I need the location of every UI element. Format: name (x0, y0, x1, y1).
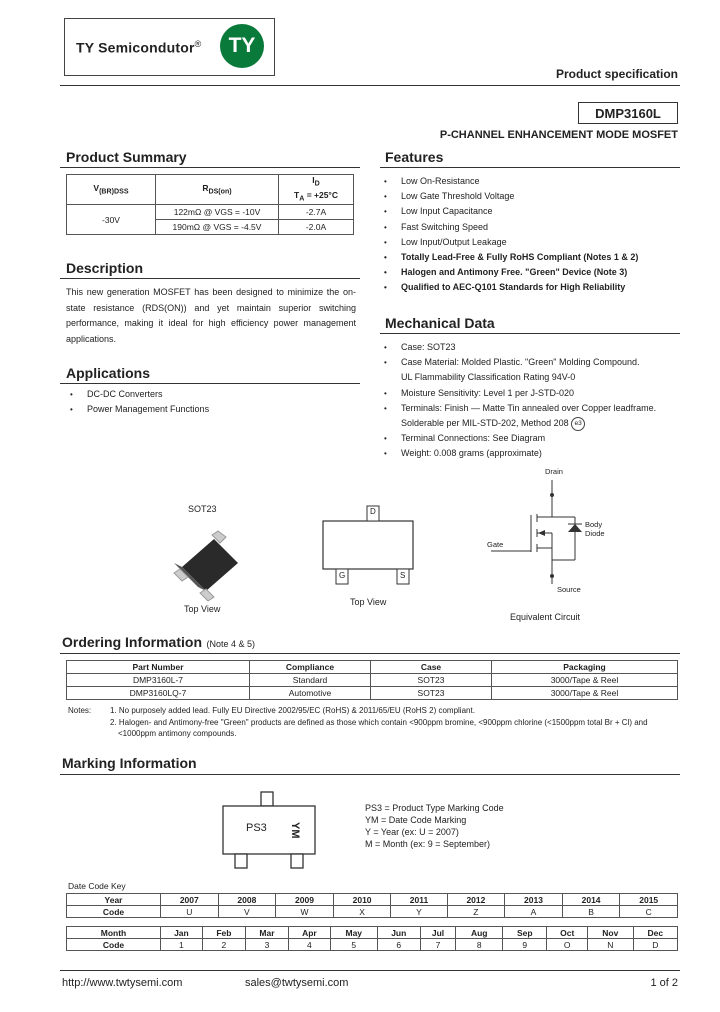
cell: Y (391, 906, 447, 918)
applications-title: Applications (66, 365, 151, 381)
col-id: $I_D$ $T_A = +25^\circ C$ (279, 175, 354, 205)
rds-row-1: 122mΩ @ VGS = -10V (156, 205, 279, 220)
marking-title: Marking Information (62, 755, 197, 771)
features-title: Features (385, 149, 444, 165)
cell: 2012 (447, 894, 505, 906)
mechanical-list (380, 340, 680, 462)
footer-website-link[interactable]: http://www.twtysemi.com (62, 977, 183, 989)
cell: 3 (245, 939, 288, 951)
list-item: • Case: SOT23 (380, 340, 680, 355)
list-item: • Low Input Capacitance (380, 204, 680, 219)
section-rule (60, 774, 680, 775)
list-item: • Terminal Connections: See Diagram (380, 431, 680, 446)
section-rule (380, 167, 680, 168)
ordering-table (66, 660, 678, 700)
list-item: • Terminals: Finish — Matte Tin annealed over Copper leadframe. (380, 401, 680, 416)
list-item: • DC-DC Converters (66, 387, 346, 402)
legend-line: M = Month (ex: 9 = September) (365, 839, 491, 849)
col-vbr: $V_{(BR)DSS}$ (67, 175, 156, 205)
cell: 2007 (161, 894, 219, 906)
e3-icon: e3 (571, 417, 585, 431)
applications-list (66, 387, 346, 417)
month-code-table (66, 926, 678, 951)
cell: O (547, 939, 588, 951)
cell: 2014 (562, 894, 620, 906)
section-rule (60, 167, 360, 168)
footer-divider (60, 970, 680, 971)
cell: 4 (289, 939, 331, 951)
ord-header-case: Case (371, 661, 492, 674)
pinout-diagram (310, 500, 420, 600)
cell: 2008 (218, 894, 276, 906)
cell: Code (67, 906, 161, 918)
legend-line: PS3 = Product Type Marking Code (365, 803, 504, 813)
sot23-package-image (160, 515, 260, 605)
gate-label: Gate (487, 540, 504, 549)
cell: 2 (202, 939, 245, 951)
id-row-2: -2.0A (279, 220, 354, 235)
cell: Feb (202, 927, 245, 939)
id-row-1: -2.7A (279, 205, 354, 220)
cell: Jun (377, 927, 420, 939)
cell: U (161, 906, 219, 918)
list-item: • Totally Lead-Free & Fully RoHS Compliant (Notes 1 & 2) (380, 250, 680, 265)
table-row (67, 687, 678, 700)
cell: A (505, 906, 563, 918)
product-summary-title: Product Summary (66, 149, 187, 165)
note-2-cont: <1000ppm antimony compounds. (118, 729, 237, 738)
top-view-label-1: Top View (184, 604, 221, 614)
cell: D (633, 939, 677, 951)
notes-label: Notes: (68, 706, 92, 715)
product-summary-table (66, 174, 354, 235)
list-item: • Weight: 0.008 grams (approximate) (380, 446, 680, 461)
ord-header-packaging: Packaging (492, 661, 678, 674)
source-label: Source (557, 585, 581, 594)
cell: May (330, 927, 377, 939)
cell: DMP3160L-7 (67, 674, 250, 687)
cell: 2011 (391, 894, 447, 906)
pin-g-label: G (339, 571, 346, 580)
table-row (67, 939, 678, 951)
ord-header-compliance: Compliance (250, 661, 371, 674)
cell: 2010 (333, 894, 391, 906)
cell: Month (67, 927, 161, 939)
top-view-label-2: Top View (350, 597, 387, 607)
cell: 8 (456, 939, 503, 951)
date-code-key-label: Date Code Key (68, 881, 126, 891)
cell: W (276, 906, 334, 918)
company-logo: TY (220, 24, 264, 68)
list-item: • Low Gate Threshold Voltage (380, 189, 680, 204)
note-2: 2. Halogen- and Antimony-free "Green" products are defined as those which contain <900ppm bromine, <900ppm chlorine (<1500ppm total Br + Cl) and (110, 718, 648, 727)
list-item: • Power Management Functions (66, 402, 346, 417)
cell: SOT23 (371, 687, 492, 700)
cell: Mar (245, 927, 288, 939)
device-subtitle: P-CHANNEL ENHANCEMENT MODE MOSFET (439, 129, 678, 141)
header-divider (60, 85, 680, 86)
list-item: • Case Material: Molded Plastic. "Green" Molding Compound. (380, 355, 680, 370)
legend-line: Y = Year (ex: U = 2007) (365, 827, 459, 837)
cell: Sep (503, 927, 547, 939)
list-item: • Fast Switching Speed (380, 220, 680, 235)
cell: Dec (633, 927, 677, 939)
marking-legend (365, 802, 504, 850)
table-row (67, 894, 678, 906)
list-item: • Qualified to AEC-Q101 Standards for High Reliability (380, 280, 680, 295)
cell: Nov (588, 927, 634, 939)
description-text: This new generation MOSFET has been designed to minimize the on-state resistance (RDS(ON)) and yet maintain superior switching performance, making it ideal for high efficiency power management applications. (66, 287, 356, 344)
cell: Automotive (250, 687, 371, 700)
cell: DMP3160LQ-7 (67, 687, 250, 700)
col-rds: $R_{DS(on)}$ (156, 175, 279, 205)
cell: Apr (289, 927, 331, 939)
pin-d-label: D (370, 507, 376, 516)
cell: Z (447, 906, 505, 918)
ordering-title: Ordering Information (Note 4 & 5) (62, 634, 255, 650)
sot23-label: SOT23 (188, 504, 217, 514)
body-diode-label: Body Diode (585, 520, 605, 538)
note-1: 1. No purposely added lead. Fully EU Directive 2002/95/EC (RoHS) & 2011/65/EU (RoHS 2) compliant. (110, 706, 475, 715)
page-number: 1 of 2 (650, 977, 678, 989)
section-rule (60, 278, 360, 279)
cell: Aug (456, 927, 503, 939)
cell: 2009 (276, 894, 334, 906)
chip-code: PS3 (246, 822, 267, 834)
rds-row-2: 190mΩ @ VGS = -4.5V (156, 220, 279, 235)
list-item: UL Flammability Classification Rating 94V-0 (401, 372, 576, 383)
cell: Jan (161, 927, 203, 939)
section-rule (60, 383, 360, 384)
section-rule (60, 653, 680, 654)
cell: 2013 (505, 894, 563, 906)
cell: B (562, 906, 620, 918)
list-item: • Low Input/Output Leakage (380, 235, 680, 250)
equivalent-circuit-label: Equivalent Circuit (510, 612, 581, 622)
legend-line: YM = Date Code Marking (365, 815, 467, 825)
section-rule (380, 333, 680, 334)
list-item: • Halogen and Antimony Free. "Green" Device (Note 3) (380, 265, 680, 280)
description-title: Description (66, 260, 144, 276)
cell: 2015 (620, 894, 678, 906)
cell: Standard (250, 674, 371, 687)
list-item: • Moisture Sensitivity: Level 1 per J-STD-020 (380, 386, 680, 401)
table-row (67, 927, 678, 939)
year-code-table (66, 893, 678, 918)
cell: 3000/Tape & Reel (492, 674, 678, 687)
cell: Code (67, 939, 161, 951)
drain-label: Drain (545, 467, 563, 476)
table-row (67, 674, 678, 687)
ord-header-part: Part Number (67, 661, 250, 674)
cell: 5 (330, 939, 377, 951)
cell: V (218, 906, 276, 918)
chip-ym: YM (289, 822, 301, 839)
pin-s-label: S (400, 571, 406, 580)
cell: N (588, 939, 634, 951)
part-number: DMP3160L (578, 102, 678, 124)
cell: Oct (547, 927, 588, 939)
footer-email-link[interactable]: sales@twtysemi.com (245, 977, 349, 989)
cell: 6 (377, 939, 420, 951)
table-row (67, 906, 678, 918)
cell: C (620, 906, 678, 918)
cell: 1 (161, 939, 203, 951)
product-spec-label: Product specification (555, 67, 678, 81)
cell: 7 (420, 939, 455, 951)
company-name: TY Semicondutor® (76, 39, 202, 56)
cell: X (333, 906, 391, 918)
cell: 3000/Tape & Reel (492, 687, 678, 700)
list-item: Solderable per MIL-STD-202, Method 208 e3 (380, 416, 680, 431)
cell: 9 (503, 939, 547, 951)
cell: SOT23 (371, 674, 492, 687)
marking-chip-diagram (218, 790, 328, 872)
features-list (380, 174, 680, 296)
list-item: • Low On-Resistance (380, 174, 680, 189)
vbr-value: -30V (67, 205, 156, 235)
cell: Year (67, 894, 161, 906)
cell: Jul (420, 927, 455, 939)
mechanical-title: Mechanical Data (385, 315, 495, 331)
